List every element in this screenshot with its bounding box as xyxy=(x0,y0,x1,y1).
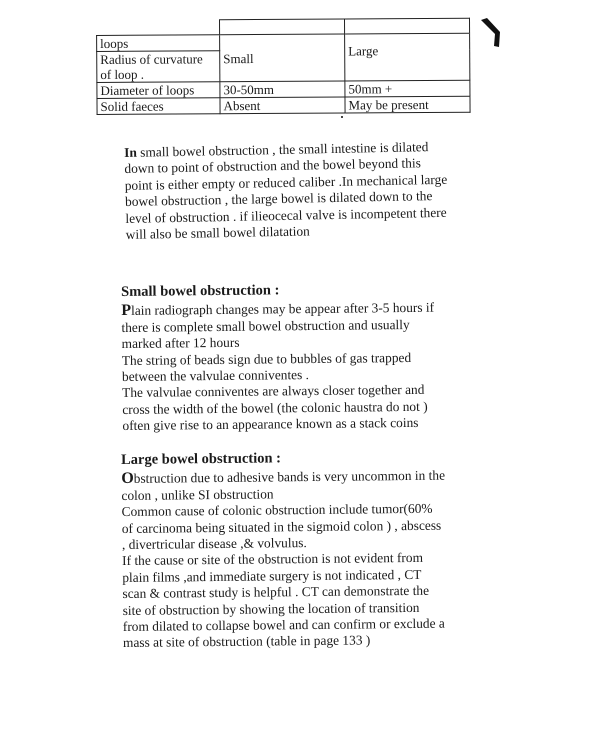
table-cell: Large xyxy=(345,33,470,81)
row-label-line: of loop . xyxy=(100,66,145,82)
paragraph-line: will also be small bowel dilatation xyxy=(125,223,310,243)
paragraph-line: colon , unlike SI obstruction xyxy=(121,486,274,503)
paragraph-line: bstruction due to adhesive bands is very uncommon in the xyxy=(133,468,446,487)
comparison-table xyxy=(96,18,471,115)
paragraph-line: site of obstruction by showing the location of transition xyxy=(122,599,420,618)
intro-paragraph xyxy=(124,139,448,244)
paragraph-line: point is either empty or reduced caliber .In mechanical large xyxy=(124,171,448,193)
paragraph-line: of carcinoma being situated in the sigmoid colon ) , abscess xyxy=(121,517,442,536)
table-cell: Diameter of loops xyxy=(97,82,220,99)
table-cell: May be present xyxy=(345,96,470,113)
table-cell: 30-50mm xyxy=(220,81,345,98)
row-label-line: Radius of curvature xyxy=(100,51,203,67)
paragraph-line: level of obstruction . if ilieocecal valve is incompetent there xyxy=(125,204,447,226)
paragraph-line: scan & contrast study is helpful . CT can demonstrate the xyxy=(122,583,430,602)
paragraph-line: If the cause or site of the obstruction is not evident from xyxy=(122,550,424,569)
paragraph-line: between the valvulae conniventes . xyxy=(121,367,310,385)
paragraph-line: mass at site of obstruction (table in page 133 ) xyxy=(122,632,371,651)
scan-speck xyxy=(341,116,343,118)
paragraph-line: lain radiograph changes may be appear after 3-5 hours if xyxy=(130,300,435,319)
table-row xyxy=(97,33,470,51)
paragraph-line: The valvulae conniventes are always closer together and xyxy=(122,382,425,401)
intro-lead: In xyxy=(124,144,137,160)
table-cell: Small xyxy=(220,34,345,82)
paragraph-line: plain films ,and immediate surgery is not indicated , CT xyxy=(122,566,422,585)
drop-cap: O xyxy=(121,470,134,488)
scan-corner-mark xyxy=(481,18,501,48)
table-cell: Solid faeces xyxy=(97,98,220,115)
table-cell: 50mm + xyxy=(345,80,470,97)
paragraph-line: bowel obstruction , the large bowel is dilated down to the xyxy=(124,188,433,210)
paragraph-line: marked after 12 hours xyxy=(121,334,240,352)
paragraph-line: there is complete small bowel obstruction and usually xyxy=(121,316,410,335)
paragraph-line: The string of beads sign due to bubbles of gas trapped xyxy=(121,349,412,368)
paragraph-line: from dilated to collapse bowel and can confirm or exclude a xyxy=(122,615,445,635)
table-cell xyxy=(97,51,220,83)
paragraph-line: small bowel obstruction , the small intestine is dilated xyxy=(136,139,429,160)
paragraph-line: cross the width of the bowel (the colonic haustra do not ) xyxy=(122,398,428,417)
table-cell: Absent xyxy=(220,97,345,114)
section-heading: Large bowel obstruction : xyxy=(121,450,282,468)
large-bowel-section xyxy=(121,449,447,652)
paragraph-line: Common cause of colonic obstruction include tumor(60% xyxy=(121,500,433,520)
paragraph-line: down to point of obstruction and the bowel beyond this xyxy=(124,155,421,177)
paragraph-line: often give rise to an appearance known as a stack coins xyxy=(122,415,419,434)
small-bowel-section xyxy=(121,281,435,435)
paragraph-line: , divertricular disease ,& volvulus. xyxy=(121,535,307,553)
table-cell: loops xyxy=(97,35,220,52)
section-heading: Small bowel obstruction : xyxy=(121,282,280,300)
table-row xyxy=(97,96,470,114)
drop-cap: P xyxy=(121,302,132,320)
